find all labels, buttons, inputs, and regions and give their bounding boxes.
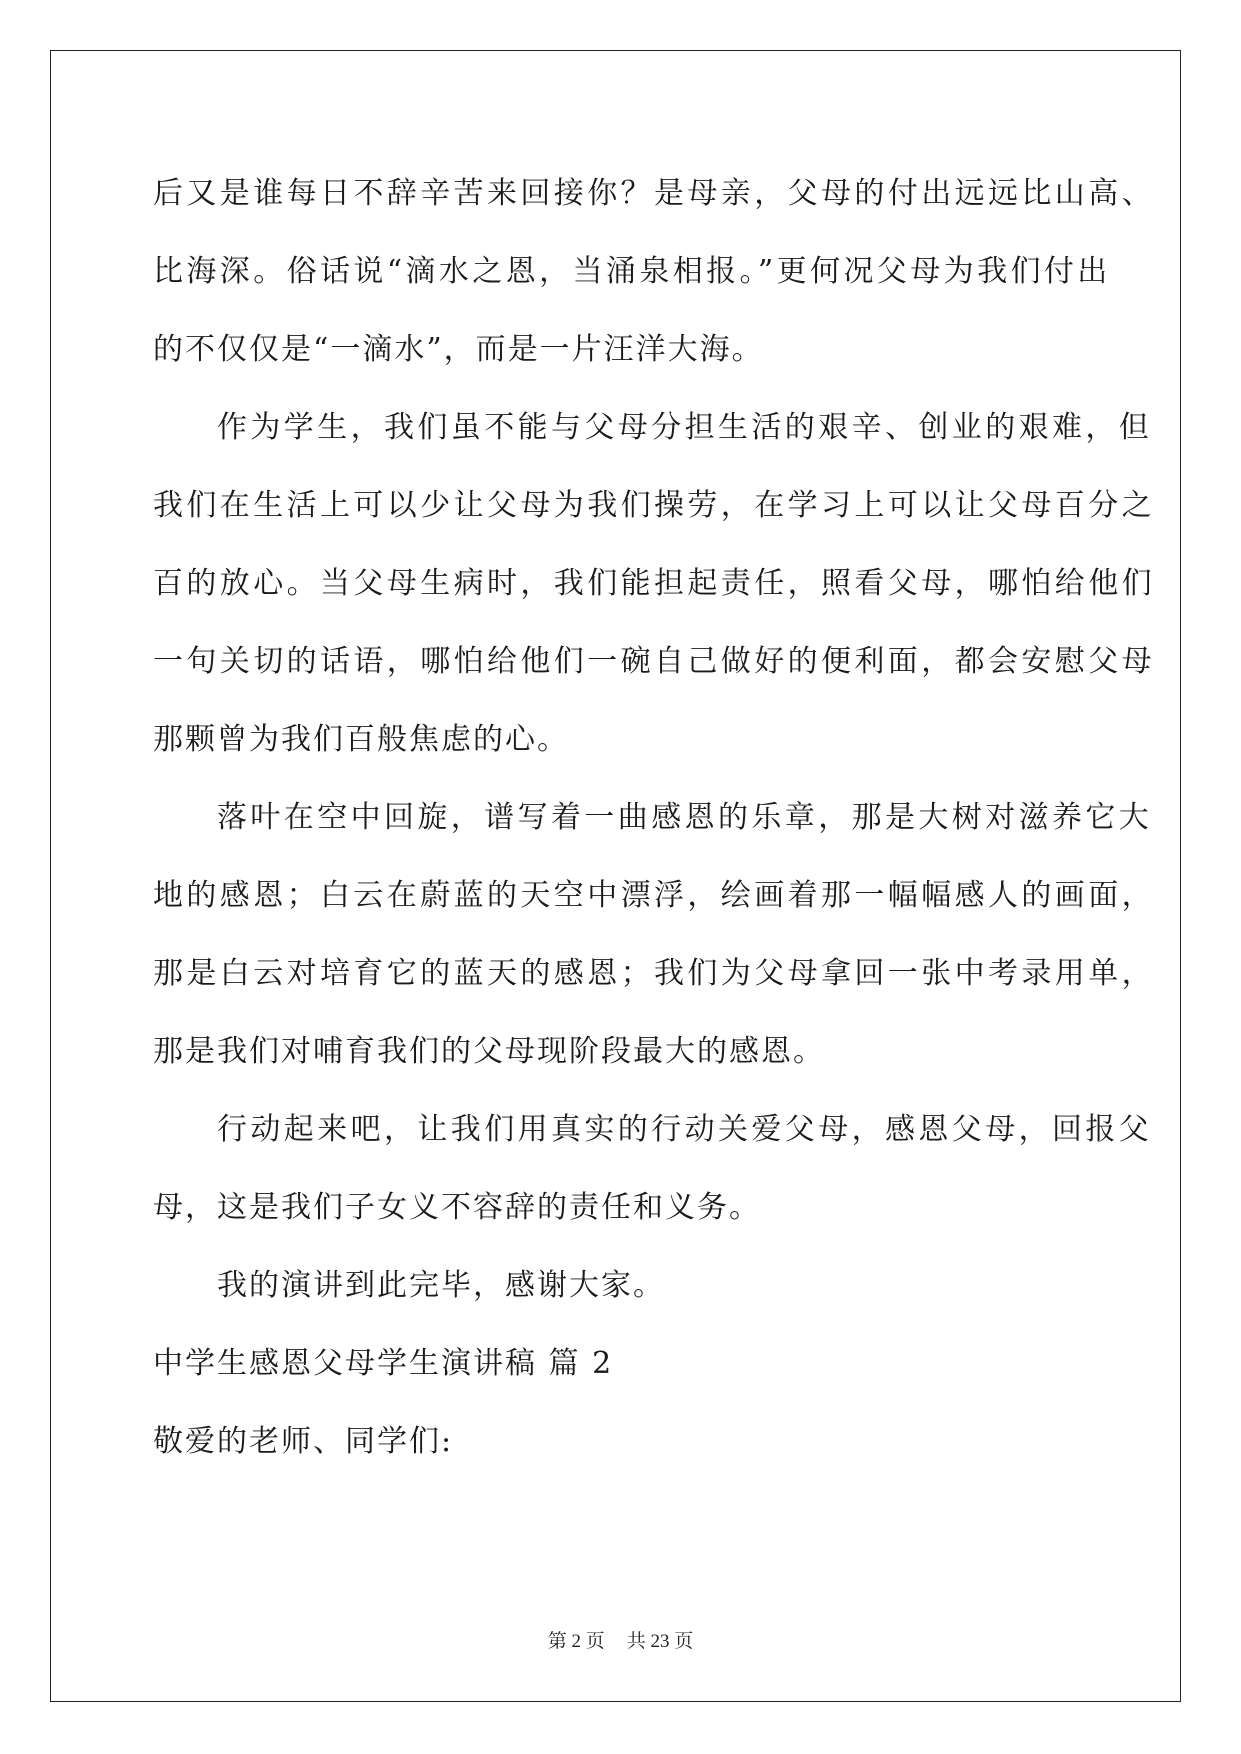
text-line: 百的放心。当父母生病时，我们能担起责任，照看父母，哪怕给他们: [153, 566, 1155, 601]
text-line: 的不仅仅是“一滴水”，而是一片汪洋大海。: [153, 332, 764, 367]
text-line: 比海深。俗话说“滴水之恩，当涌泉相报。”更何况父母为我们付出: [153, 254, 1111, 289]
text-line: 母，这是我们子女义不容辞的责任和义务。: [153, 1190, 761, 1225]
section-heading: 中学生感恩父母学生演讲稿 篇 2: [153, 1346, 614, 1381]
page-footer: [0, 1626, 1241, 1653]
text-line: 地的感恩；白云在蔚蓝的天空中漂浮，绘画着那一幅幅感人的画面，: [153, 878, 1155, 913]
text-line: 一句关切的话语，哪怕给他们一碗自己做好的便利面，都会安慰父母: [153, 644, 1155, 679]
page-total: 共 23 页: [626, 1631, 694, 1652]
paragraph-start-line: 行动起来吧，让我们用真实的行动关爱父母，感恩父母，回报父: [217, 1112, 1153, 1147]
text-line: 那是我们对哺育我们的父母现阶段最大的感恩。: [153, 1034, 825, 1069]
page-number: 第 2 页: [547, 1631, 605, 1652]
text-line: 后又是谁每日不辞辛苦来回接你？是母亲，父母的付出远远比山高、: [153, 176, 1155, 211]
document-body: [153, 155, 1155, 1481]
closing-line: 我的演讲到此完毕，感谢大家。: [217, 1268, 665, 1303]
text-line: 那是白云对培育它的蓝天的感恩；我们为父母拿回一张中考录用单，: [153, 956, 1155, 991]
text-line: 那颗曾为我们百般焦虑的心。: [153, 722, 569, 757]
paragraph-start-line: 作为学生，我们虽不能与父母分担生活的艰辛、创业的艰难，但: [217, 410, 1153, 445]
text-line: 我们在生活上可以少让父母为我们操劳，在学习上可以让父母百分之: [153, 488, 1155, 523]
paragraph-start-line: 落叶在空中回旋，谱写着一曲感恩的乐章，那是大树对滋养它大: [217, 800, 1153, 835]
salutation: 敬爱的老师、同学们:: [153, 1424, 454, 1459]
